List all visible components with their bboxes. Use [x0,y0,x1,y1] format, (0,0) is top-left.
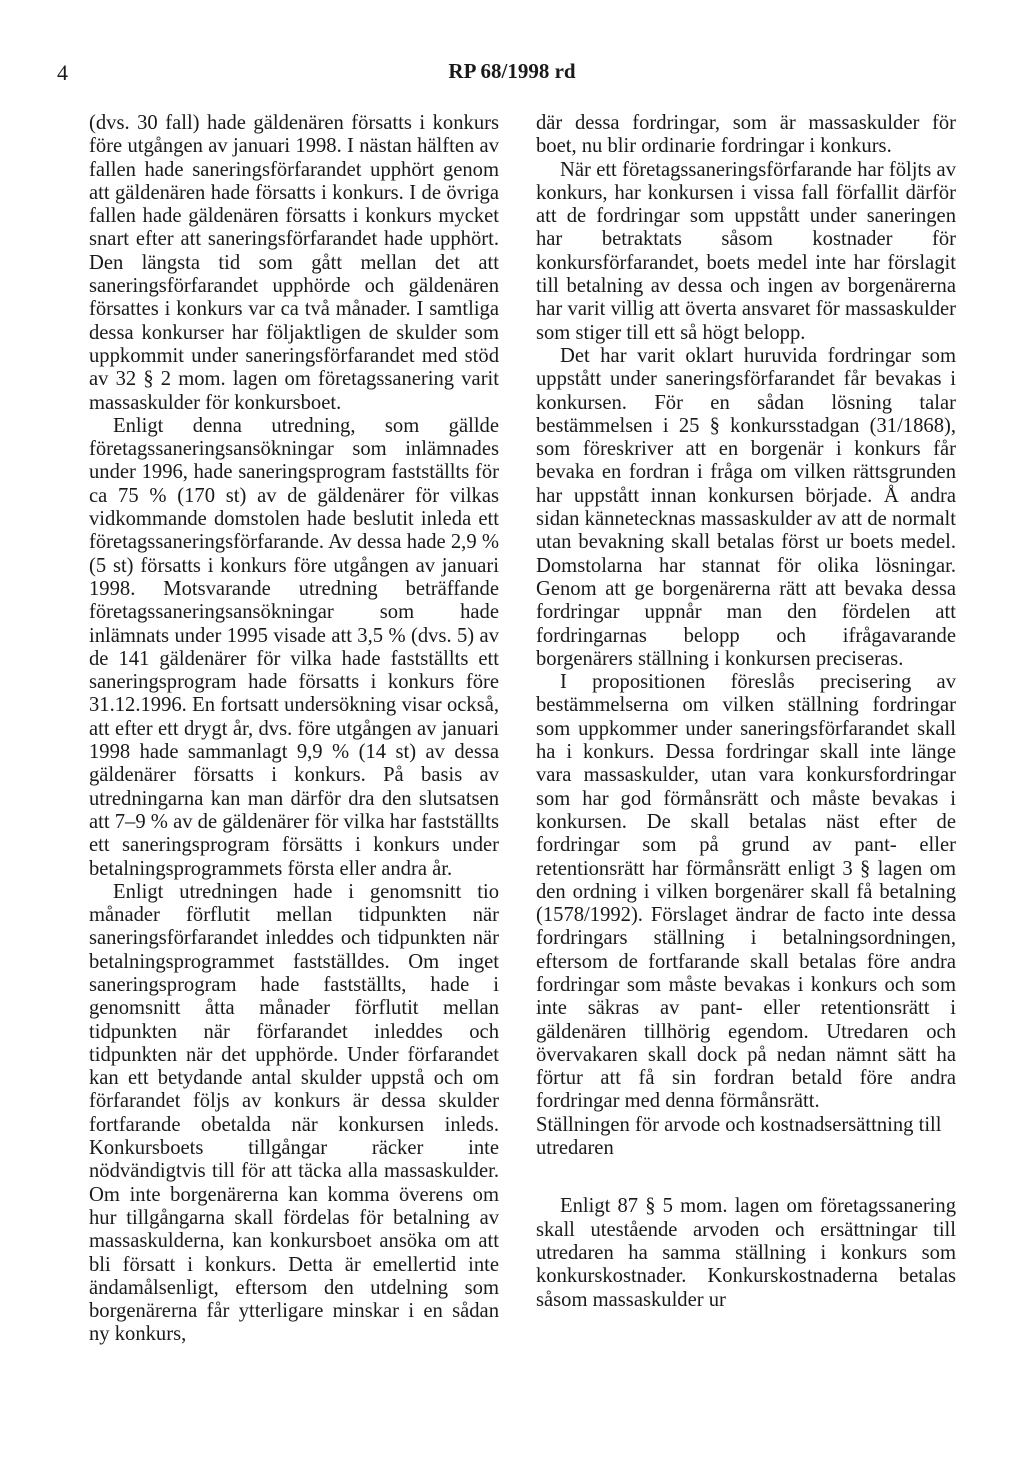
paragraph: När ett företagssaneringsförfarande har följts av konkurs, har konkursen i vissa fall förfallit därför att de fordringar som uppstått under saneringen har betraktats såsom kostnader för konkursförfarandet, boets medel inte har förslagit till betalning av dessa och ingen av borgenärerna har varit villig att överta ansvaret för massaskulder som stiger till ett så högt belopp. [536,158,956,344]
left-column [89,112,499,1347]
running-title: RP 68/1998 rd [448,59,576,83]
paragraph: Enligt utredningen hade i genomsnitt tio månader förflutit mellan tidpunkten när saneringsförfarandet inleddes och tidpunkten när betalningsprogrammet fastställdes. Om inget saneringsprogram hade fastställts, hade i genomsnitt åtta månader förflutit mellan tidpunkten när förfarandet inleddes och tidpunkten när det upphörde. Under förfarandet kan ett betydande antal skulder uppstå och om förfarandet följs av konkurs är dessa skulder fortfarande obetalda när konkursen inleds. Konkursboets tillgångar räcker inte nödvändigtvis till för att täcka alla massaskulder. Om inte borgenärerna kan komma överens om hur tillgångarna skall fördelas för betalning av massaskulderna, kan konkursboet ansöka om att bli försatt i konkurs. Detta är emellertid inte ändamålsenligt, eftersom den utdelning som borgenärerna får ytterligare minskar i en sådan ny konkurs, [89,880,499,1346]
paragraph: I propositionen föreslås precisering av bestämmelserna om vilken ställning fordringar som uppkommer under saneringsförfarandet skall ha i konkurs. Dessa fordringar skall inte länge vara massaskulder, utan vara konkursfordringar som har god förmånsrätt och måste bevakas i konkursen. De skall betalas näst efter de fordringar som på grund av pant- eller retentionsrätt har förmånsrätt enligt 3 § lagen om den ordning i vilken borgenärer skall få betalning (1578/1992). Förslaget ändrar de facto inte dessa fordringars ställning i betalningsordningen, eftersom de fortfarande skall betalas före andra fordringar som måste bevakas i konkurs och som inte säkras av pant- eller retentionsrätt i gäldenären tillhörig egendom. Utredaren och övervakaren skall dock på nedan nämnt sätt ha förtur att få sin fordran betald före andra fordringar med denna förmånsrätt. [536,671,956,1113]
paragraph: Enligt 87 § 5 mom. lagen om företagssanering skall utestående arvoden och ersättningar till utredaren ha samma ställning i konkurs som konkurskostnader. Konkurskostnaderna betalas såsom massaskulder ur [536,1195,956,1311]
page-number: 4 [57,60,68,85]
paragraph: Enligt denna utredning, som gällde företagssaneringsansökningar som inlämnades under 1996, hade saneringsprogram fastställts för ca 75 % (170 st) av de gäldenärer för vilkas vidkommande domstolen hade beslutit inleda ett företagssaneringsförfarande. Av dessa hade 2,9 % (5 st) försatts i konkurs före utgången av januari 1998. Motsvarande utredning beträffande företagssaneringsansökningar som hade inlämnats under 1995 visade att 3,5 % (dvs. 5) av de 141 gäldenärer för vilka hade fastställts ett saneringsprogram hade försatts i konkurs före 31.12.1996. En fortsatt undersökning visar också, att efter ett drygt år, dvs. före utgången av januari 1998 hade sammanlagt 9,9 % (14 st) av dessa gäldenärer försatts i konkurs. På basis av utredningarna kan man därför dra den slutsatsen att 7–9 % av de gäldenärer för vilka har fastställts ett saneringsprogram försätts i konkurs under betalningsprogrammets första eller andra år. [89,414,500,880]
section-heading: Ställningen för arvode och kostnadsersättning till utredaren [536,1113,942,1160]
paragraph: Det har varit oklart huruvida fordringar som uppstått under saneringsförfarandet får bevakas i konkursen. För en sådan lösning talar bestämmelsen i 25 § konkursstadgan (31/1868), som föreskriver att en borgenär i konkurs får bevaka en fordran i fråga om vilken rättsgrunden har uppstått innan konkursen började. Å andra sidan kännetecknas massaskulder av att de normalt utan bevakning skall betalas först ur boets medel. Domstolarna har stannat för olika lösningar. Genom att ge borgenärerna rätt att bevaka dessa fordringar uppnår man den fördelen att fordringarnas belopp och ifrågavarande borgenärers ställning i konkursen preciseras. [536,344,956,670]
right-column [536,112,956,1312]
paragraph: där dessa fordringar, som är massaskulder för boet, nu blir ordinarie fordringar i konkurs. [536,112,956,158]
paragraph: (dvs. 30 fall) hade gäldenären försatts i konkurs före utgången av januari 1998. I nästan hälften av fallen hade saneringsförfarandet upphört genom att gäldenären hade försatts i konkurs. I de övriga fallen hade gäldenären försatts i konkurs mycket snart efter att saneringsförfarandet hade upphört. Den längsta tid som gått mellan det att saneringsförfarandet upphörde och gäldenären försattes i konkurs var ca två månader. I samtliga dessa konkurser har följaktligen de skulder som uppkommit under saneringsförfarandet med stöd av 32 § 2 mom. lagen om företagssanering varit massaskulder för konkursboet. [89,112,499,414]
